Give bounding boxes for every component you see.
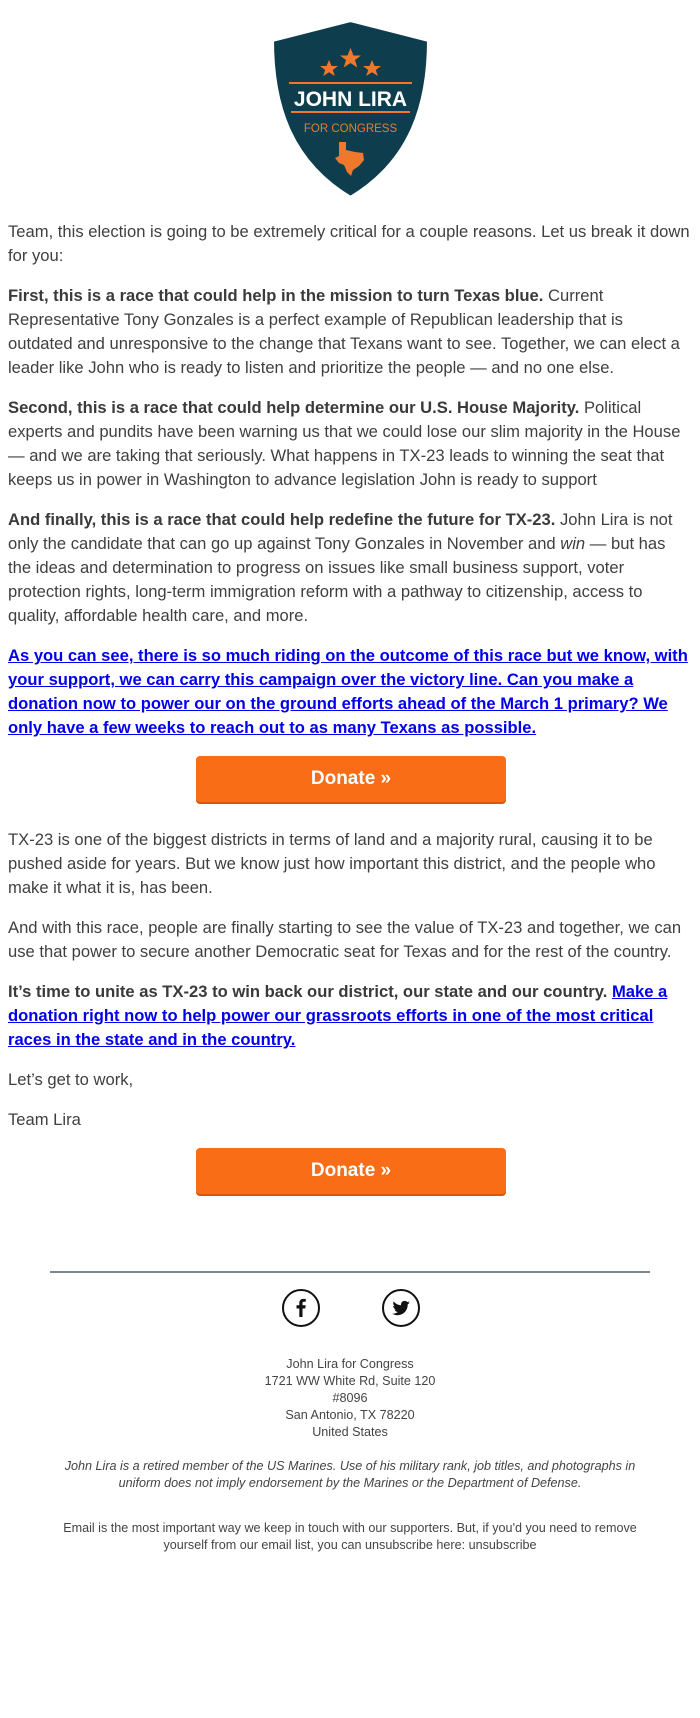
signature: Team Lira <box>8 1110 81 1129</box>
address-unit: #8096 <box>332 1391 368 1405</box>
signoff: Let’s get to work, <box>8 1070 134 1089</box>
unite-paragraph <box>8 980 692 1052</box>
campaign-logo <box>269 18 432 200</box>
donation-appeal-paragraph <box>8 644 692 740</box>
unsubscribe-link[interactable]: unsubscribe <box>468 1538 537 1552</box>
unsubscribe-notice: Email is the most important way we keep in touch with our supporters. But, if you'd you need to remove yourself from our email list, you can unsubscribe here: unsubscribe <box>63 1521 637 1552</box>
district-paragraph: TX-23 is one of the biggest districts in terms of land and a majority rural, causing it to be pushed aside for years. But we know just how important this district, and the people who make it what it is, has been. <box>8 830 656 897</box>
donation-appeal-link[interactable]: As you can see, there is so much riding on the outcome of this race but we know, with your support, we can carry this campaign over the victory line. Can you make a donation now to power our on the ground efforts ahead of the March 1 primary? We only have a few weeks to reach out to as many Texans as possible. <box>8 646 688 737</box>
footer-address <box>0 1356 700 1441</box>
twitter-icon <box>384 1291 418 1325</box>
reason-two-paragraph: Second, this is a race that could help determine our U.S. House Majority. Political experts and pundits have been warning us that we could lose our slim majority in the House — and we are taking that seriously. What happens in TX-23 leads to winning the seat that keeps us in power in Washington to advance legislation John is ready to support <box>8 398 681 489</box>
facebook-icon <box>284 1291 318 1325</box>
intro-paragraph: Team, this election is going to be extremely critical for a couple reasons. Let us break it down for you: <box>8 222 690 265</box>
grassroots-donation-link[interactable]: Make a donation right now to help power our grassroots efforts in one of the most critical races in the state and in the country. <box>8 982 668 1049</box>
military-disclaimer: John Lira is a retired member of the US Marines. Use of his military rank, job titles, and photographs in uniform does not imply endorsement by the Marines or the Department of Defense. <box>64 1459 636 1490</box>
street-address: 1721 WW White Rd, Suite 120 <box>264 1374 436 1388</box>
org-name: John Lira for Congress <box>286 1357 414 1371</box>
reason-one-paragraph: First, this is a race that could help in the mission to turn Texas blue. Current Representative Tony Gonzales is a perfect example of Republican leadership that is outdated and unresponsive to the change that Texans want to see. Together, we can elect a leader like John who is ready to listen and prioritize the people — and no one else. <box>8 286 680 377</box>
facebook-link[interactable] <box>282 1289 320 1327</box>
reason-one-heading: First, this is a race that could help in the mission to turn Texas blue. <box>8 286 544 305</box>
donate-button-primary[interactable]: Donate » <box>196 756 506 802</box>
reason-two-heading: Second, this is a race that could help determine our U.S. House Majority. <box>8 398 580 417</box>
footer-divider <box>50 1271 650 1273</box>
twitter-link[interactable] <box>382 1289 420 1327</box>
donate-button-row-2 <box>8 1148 692 1220</box>
unite-heading: It’s time to unite as TX-23 to win back our district, our state and our country. <box>8 982 608 1001</box>
donate-button-row-1 <box>8 756 692 828</box>
logo-name: JOHN LIRA <box>293 88 408 111</box>
donate-button-secondary[interactable]: Donate » <box>196 1148 506 1194</box>
logo-subtitle: FOR CONGRESS <box>303 123 398 135</box>
message-content <box>0 220 700 1220</box>
city-state-zip: San Antonio, TX 78220 <box>285 1408 415 1422</box>
value-paragraph: And with this race, people are finally starting to see the value of TX-23 and together, we can use that power to secure another Democratic seat for Texas and for the rest of the country. <box>8 918 682 961</box>
reason-three-paragraph: And finally, this is a race that could help redefine the future for TX-23. John Lira is not only the candidate that can go up against Tony Gonzales in November and win — but has the ideas and determination to progress on issues like small business support, voter protection rights, long-term immigration reform with a pathway to citizenship, access to quality, affordable health care, and more. <box>8 510 673 625</box>
header <box>0 0 700 220</box>
reason-three-heading: And finally, this is a race that could help redefine the future for TX-23. <box>8 510 556 529</box>
country: United States <box>312 1425 388 1439</box>
